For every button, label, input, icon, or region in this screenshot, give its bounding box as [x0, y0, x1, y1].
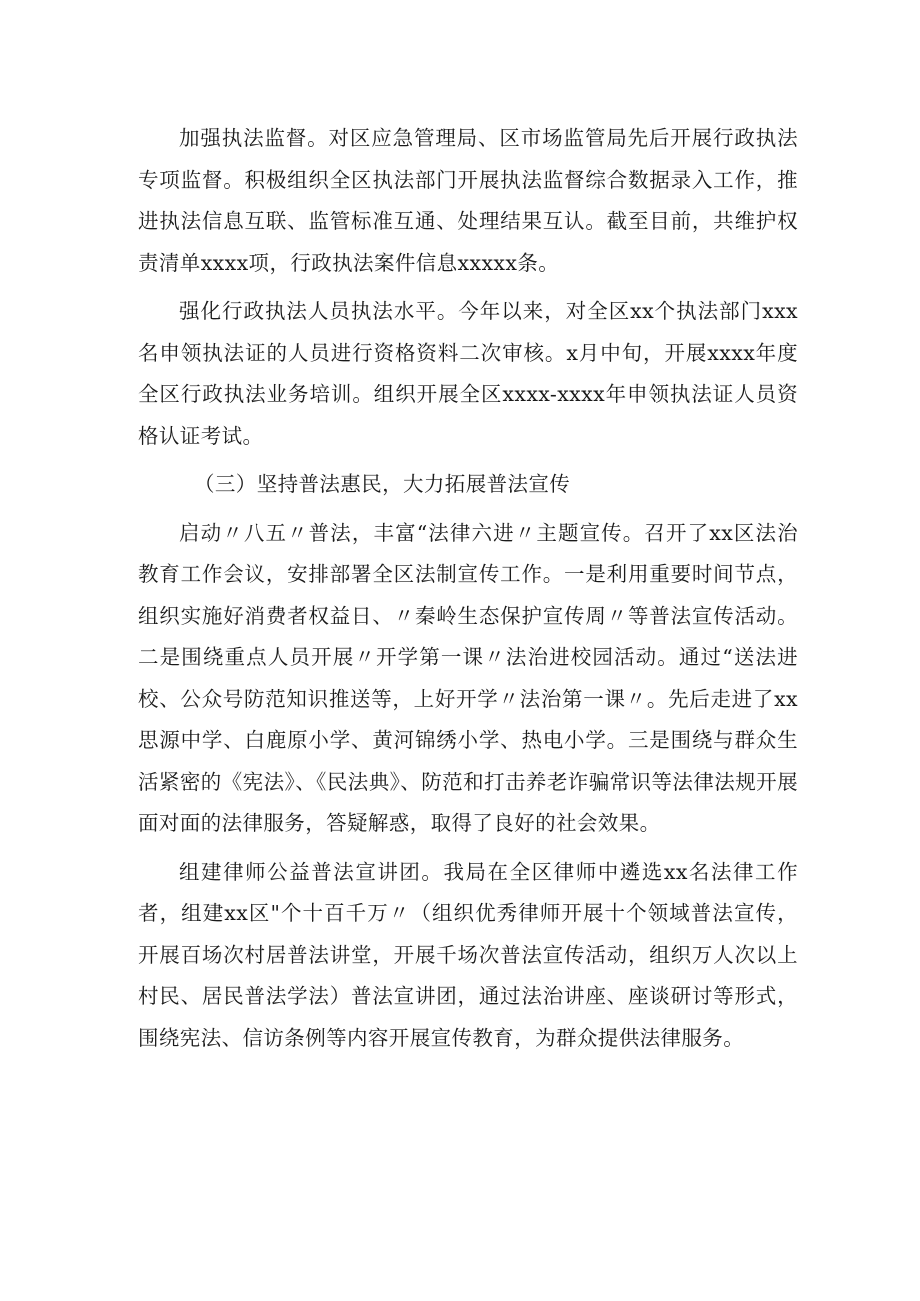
- paragraph-enforcement-staff-level: 强化行政执法人员执法水平。今年以来，对全区xx个执法部门xxx名申领执法证的人员进行资格资料二次审核。x月中旬，开展xxxx年度全区行政执法业务培训。组织开展全区xxxx-xxxx年申领执法证人员资格认证考试。: [138, 299, 798, 448]
- paragraph-eighth-five-year-publicity: 启动〃八五〃普法，丰富“法律六进〃主题宣传。召开了xx区法治教育工作会议，安排部署全区法制宣传工作。一是利用重要时间节点，组织实施好消费者权益日、〃秦岭生态保护宣传周〃等普法宣传活动。二是围绕重点人员开展〃开学第一课〃法治进校园活动。通过“送法进校、公众号防范知识推送等，上好开学〃法治第一课〃。先后走进了xx思源中学、白鹿原小学、黄河锦绣小学、热电小学。三是围绕与群众生活紧密的《宪法》、《民法典》、防范和打击养老诈骗常识等法律法规开展面对面的法律服务，答疑解惑，取得了良好的社会效果。: [138, 520, 798, 835]
- paragraph-lawyer-lecture-group: 组建律师公益普法宣讲团。我局在全区律师中遴选xx名法律工作者，组建xx区"个十百千万〃（组织优秀律师开展十个领域普法宣传，开展百场次村居普法讲堂，开展千场次普法宣传活动，组织万人次以上村民、居民普法学法）普法宣讲团，通过法治讲座、座谈研讨等形式，围绕宪法、信访条例等内容开展宣传教育，为群众提供法律服务。: [138, 859, 798, 1050]
- document-body: [138, 118, 798, 1066]
- paragraph-law-enforcement-supervision: 加强执法监督。对区应急管理局、区市场监管局先后开展行政执法专项监督。积极组织全区执法部门开展执法监督综合数据录入工作，推进执法信息互联、监管标准互通、处理结果互认。截至目前，共维护权责清单xxxx项，行政执法案件信息xxxxx条。: [138, 126, 798, 275]
- section-heading: （三）坚持普法惠民，大力拓展普法宣传: [194, 472, 571, 496]
